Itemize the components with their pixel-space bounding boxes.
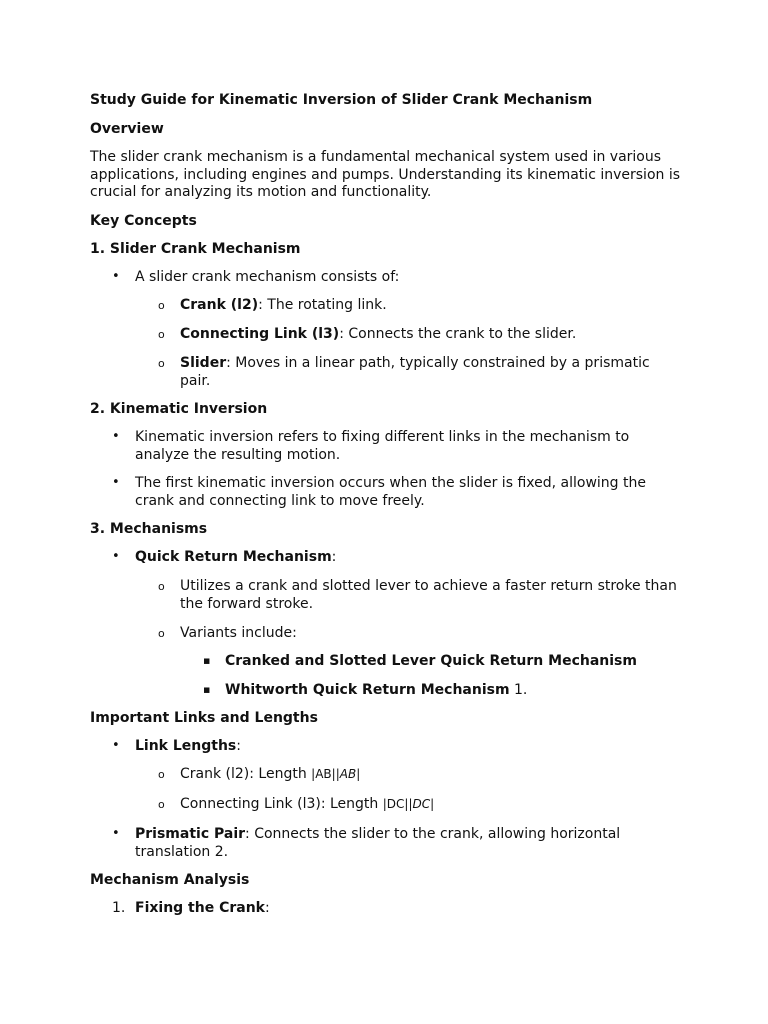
link-lengths-term: Link Lengths xyxy=(135,738,237,754)
link-lengths-item xyxy=(135,737,241,755)
disc-bullet-icon: • xyxy=(112,475,120,490)
overview-line-3: crucial for analyzing its motion and functionality. xyxy=(90,184,432,200)
circle-bullet-icon: o xyxy=(158,357,165,370)
utilizes-line-1: Utilizes a crank and slotted lever to achieve a faster return stroke than xyxy=(180,578,677,594)
key-concepts-heading: Key Concepts xyxy=(90,213,197,229)
circle-bullet-icon: o xyxy=(158,798,165,811)
fixing-crank-colon: : xyxy=(265,900,270,916)
circle-bullet-icon: o xyxy=(158,768,165,781)
fixing-crank-item xyxy=(135,899,270,917)
quick-return-colon: : xyxy=(331,549,337,565)
crank-length-prefix: Crank (l2): Length xyxy=(180,766,312,782)
circle-bullet-icon: o xyxy=(158,627,165,640)
slider-term: Slider xyxy=(180,355,227,371)
disc-bullet-icon: • xyxy=(112,269,120,284)
section-1-heading: 1. Slider Crank Mechanism xyxy=(90,241,301,257)
circle-bullet-icon: o xyxy=(158,580,165,593)
utilizes-line-2: the forward stroke. xyxy=(180,596,314,612)
links-heading: Important Links and Lengths xyxy=(90,710,318,726)
square-bullet-icon: ▪ xyxy=(203,654,211,667)
overview-line-2: applications, including engines and pumps. Understanding its kinematic inversion is xyxy=(90,167,681,183)
disc-bullet-icon: • xyxy=(112,549,120,564)
slider-item-line-1 xyxy=(180,354,650,372)
crank-desc: : The rotating link. xyxy=(258,297,387,313)
s1-intro: A slider crank mechanism consists of: xyxy=(135,269,400,285)
variants-include: Variants include: xyxy=(180,625,297,641)
s2-bullet-2-line-1: The first kinematic inversion occurs when the slider is fixed, allowing the xyxy=(135,475,646,491)
circle-bullet-icon: o xyxy=(158,299,165,312)
variant-2 xyxy=(225,681,527,699)
s2-bullet-1-line-2: analyze the resulting motion. xyxy=(135,447,341,463)
prismatic-pair-line-1 xyxy=(135,825,620,843)
slider-item-line-2: pair. xyxy=(180,373,211,389)
prismatic-pair-line-2: translation 2. xyxy=(135,844,229,860)
link-length-prefix: Connecting Link (l3): Length xyxy=(180,796,383,812)
link-lengths-colon: : xyxy=(236,738,241,754)
crank-length-abs: |AB| xyxy=(311,767,336,781)
variant-2-term: Whitworth Quick Return Mechanism xyxy=(225,682,510,698)
variant-2-ref: 1. xyxy=(509,682,528,698)
connecting-link-item xyxy=(180,325,576,343)
section-3-heading: 3. Mechanisms xyxy=(90,521,208,537)
analysis-heading: Mechanism Analysis xyxy=(90,872,250,888)
disc-bullet-icon: • xyxy=(112,738,120,753)
crank-item xyxy=(180,296,387,314)
quick-return-item xyxy=(135,548,336,566)
square-bullet-icon: ▪ xyxy=(203,683,211,696)
slider-desc: : Moves in a linear path, typically constrained by a prismatic xyxy=(226,355,650,371)
disc-bullet-icon: • xyxy=(112,826,120,841)
section-2-heading: 2. Kinematic Inversion xyxy=(90,401,268,417)
crank-length-item xyxy=(180,765,360,783)
link-length-item xyxy=(180,795,434,813)
crank-term: Crank (l2) xyxy=(180,297,259,313)
disc-bullet-icon: • xyxy=(112,429,120,444)
s2-bullet-2-line-2: crank and connecting link to move freely. xyxy=(135,493,425,509)
connecting-link-term: Connecting Link (l3) xyxy=(180,326,340,342)
numbered-marker: 1. xyxy=(112,900,126,916)
link-length-abs: |DC| xyxy=(382,797,409,811)
circle-bullet-icon: o xyxy=(158,328,165,341)
quick-return-term: Quick Return Mechanism xyxy=(135,549,332,565)
prismatic-pair-desc: : Connects the slider to the crank, allowing horizontal xyxy=(245,826,621,842)
connecting-link-desc: : Connects the crank to the slider. xyxy=(339,326,577,342)
link-length-abs-italic: |DC| xyxy=(408,797,435,811)
variant-1: Cranked and Slotted Lever Quick Return Mechanism xyxy=(225,653,637,669)
overview-heading: Overview xyxy=(90,121,164,137)
s2-bullet-1-line-1: Kinematic inversion refers to fixing different links in the mechanism to xyxy=(135,429,630,445)
document-title: Study Guide for Kinematic Inversion of Slider Crank Mechanism xyxy=(90,92,593,108)
prismatic-pair-term: Prismatic Pair xyxy=(135,826,246,842)
fixing-crank-term: Fixing the Crank xyxy=(135,900,265,916)
overview-line-1: The slider crank mechanism is a fundamental mechanical system used in various xyxy=(90,149,662,165)
crank-length-abs-italic: |AB| xyxy=(335,767,361,781)
